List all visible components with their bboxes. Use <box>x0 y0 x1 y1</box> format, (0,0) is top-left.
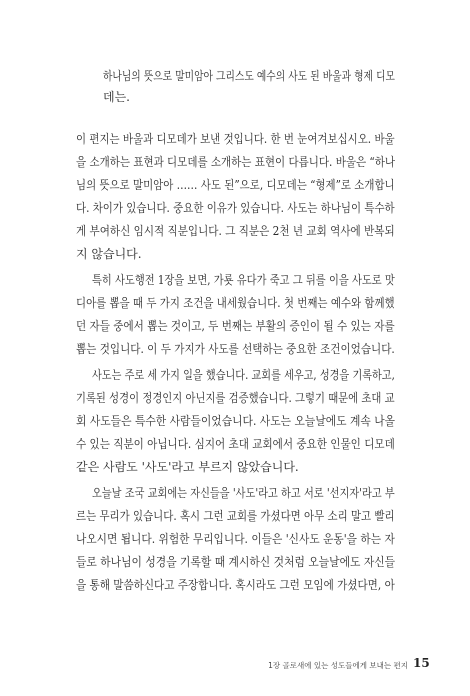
text-line: 을 통해 말씀하신다고 주장합니다. 혹시라도 그런 모임에 가셨다면, 아 <box>76 578 395 592</box>
text-line: 오늘날 조국 교회에는 자신들을 '사도'라고 하고 서로 '선지자'라고 부 <box>92 486 395 500</box>
text-line: 나오시면 됩니다. 위험한 무리입니다. 이들은 '신사도 운동'을 하는 자 <box>76 532 395 546</box>
text-line: 기록된 성경이 정경인지 아닌지를 검증했습니다. 그렇기 때문에 초대 교 <box>76 391 395 405</box>
text-line: 사도는 주로 세 가지 일을 했습니다. 교회를 세우고, 성경을 기록하고, <box>92 368 395 382</box>
text-line: 게 부여하신 임시적 직분입니다. 그 직분은 2천 년 교회 역사에 반복되 <box>76 224 395 238</box>
page-number: 15 <box>413 656 430 670</box>
text-line: 님의 뜻으로 말미암아 …… 사도 된”으로, 디모데는 “형제”로 소개합니 <box>76 178 395 192</box>
text-line: 뽑는 것입니다. 이 두 가지가 사도를 선택하는 중요한 조건이었습니다. <box>76 342 395 356</box>
text-line: 르는 무리가 있습니다. 혹시 그런 교회를 가셨다면 아무 소리 말고 빨리 <box>76 509 395 523</box>
text-line: 던 자들 중에서 뽑는 것이고, 두 번째는 부활의 증인이 될 수 있는 자를 <box>76 319 395 333</box>
text-line: 디아를 뽑을 때 두 가지 조건을 내세웠습니다. 첫 번째는 예수와 함께했 <box>76 296 395 310</box>
text-line: 특히 사도행전 1장을 보면, 가룟 유다가 죽고 그 뒤를 이을 사도로 맛 <box>92 273 395 287</box>
text-line: 지 않습니다. <box>76 247 142 261</box>
quote-line: 데는. <box>103 90 130 104</box>
text-line: 수 있는 직분이 아닙니다. 심지어 초대 교회에서 중요한 인물인 디모데 <box>76 437 395 451</box>
text-line: 이 편지는 바울과 디모데가 보낸 것입니다. 한 번 눈여겨보십시오. 바울 <box>76 132 395 146</box>
text-line: 같은 사람도 '사도'라고 부르지 않았습니다. <box>76 460 299 474</box>
text-line: 다. 차이가 있습니다. 중요한 이유가 있습니다. 사도는 하나님이 특수하 <box>76 201 395 215</box>
text-line: 회 사도들은 특수한 사람들이었습니다. 사도는 오늘날에도 계속 나올 <box>76 414 396 428</box>
running-footer: 1장 골로새에 있는 성도들에게 보내는 편지 <box>268 661 408 670</box>
text-line: 을 소개하는 표현과 디모데를 소개하는 표현이 다릅니다. 바울은 “하나 <box>76 155 396 169</box>
quote-line: 하나님의 뜻으로 말미암아 그리스도 예수의 사도 된 바울과 형제 디모 <box>103 69 395 83</box>
text-line: 들로 하나님이 성경을 기록할 때 계시하신 것처럼 오늘날에도 자신들 <box>76 555 396 569</box>
